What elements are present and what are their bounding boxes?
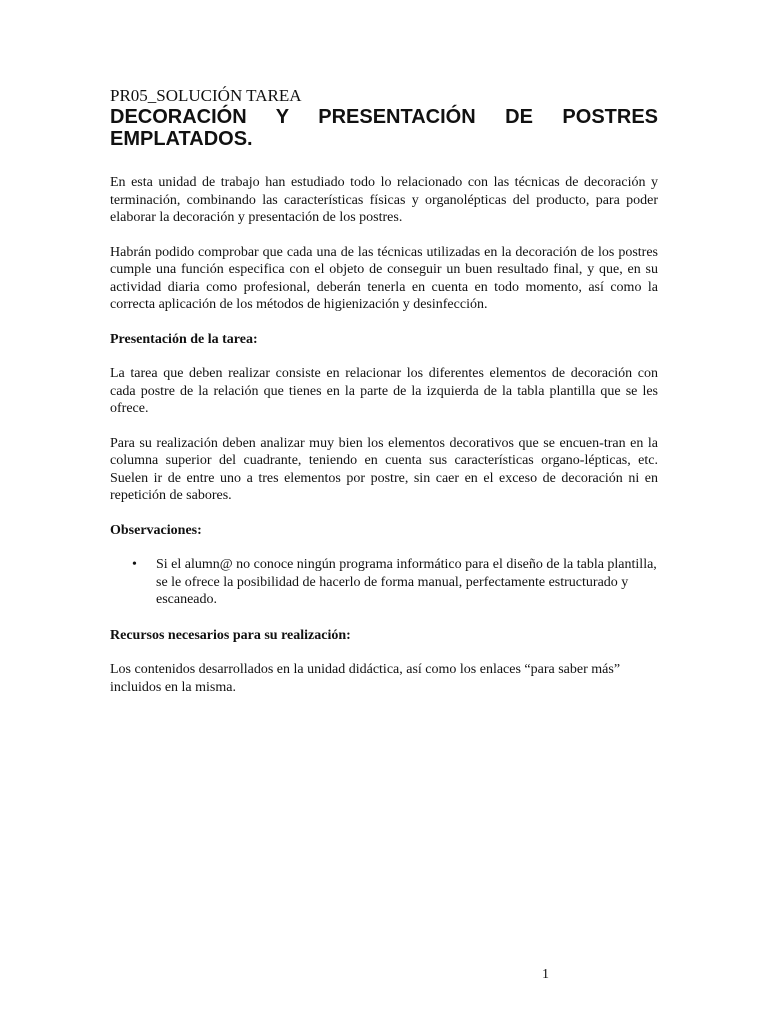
resources-paragraph: Los contenidos desarrollados en la unidad didáctica, así como los enlaces “para saber más” incluidos en la misma. [110,662,621,695]
intro-paragraph-1: En esta unidad de trabajo han estudiado todo lo relacionado con las técnicas de decoración y terminación, combinando las características físicas y organolépticas del producto, para poder elaborar la decoración y presentación de los postres. [110,175,658,225]
page-number: 1 [542,967,549,982]
presentation-heading: Presentación de la tarea: [110,331,258,347]
document-title: DECORACIÓN Y PRESENTACIÓN DE POSTRES EMPLATADOS. [110,106,658,150]
observation-text: Si el alumn@ no conoce ningún programa informático para el diseño de la tabla plantilla, se le ofrece la posibilidad de hacerlo de forma manual, perfectamente estructurado y escaneado. [156,557,657,607]
observations-list [110,556,658,609]
document-code: PR05_SOLUCIÓN TAREA [110,86,302,105]
intro-paragraph-2: Habrán podido comprobar que cada una de las técnicas utilizadas en la decoración de los postres cumple una función especifica con el objeto de conseguir un buen resultado final, y que, en su actividad diaria como profesional, deberán tenerla en cuenta en todo momento, así como la correcta aplicación de los métodos de higienización y desinfección. [110,244,658,312]
observations-list-item [110,556,658,609]
resources-heading: Recursos necesarios para su realización: [110,627,351,643]
presentation-paragraph-1: La tarea que deben realizar consiste en relacionar los diferentes elementos de decoración con cada postre de la relación que tienes en la parte de la izquierda de la tabla plantilla que se les ofrece. [110,366,658,416]
observations-heading: Observaciones: [110,522,202,538]
document-page [110,86,658,713]
bullet-icon: • [132,557,137,572]
presentation-paragraph-2: Para su realización deben analizar muy bien los elementos decorativos que se encuen-tran en la columna superior del cuadrante, teniendo en cuenta sus características organo-lépticas, etc. Suelen ir de entre uno a tres elementos por postre, sin caer en el exceso de decoración ni en repetición de sabores. [110,435,658,503]
